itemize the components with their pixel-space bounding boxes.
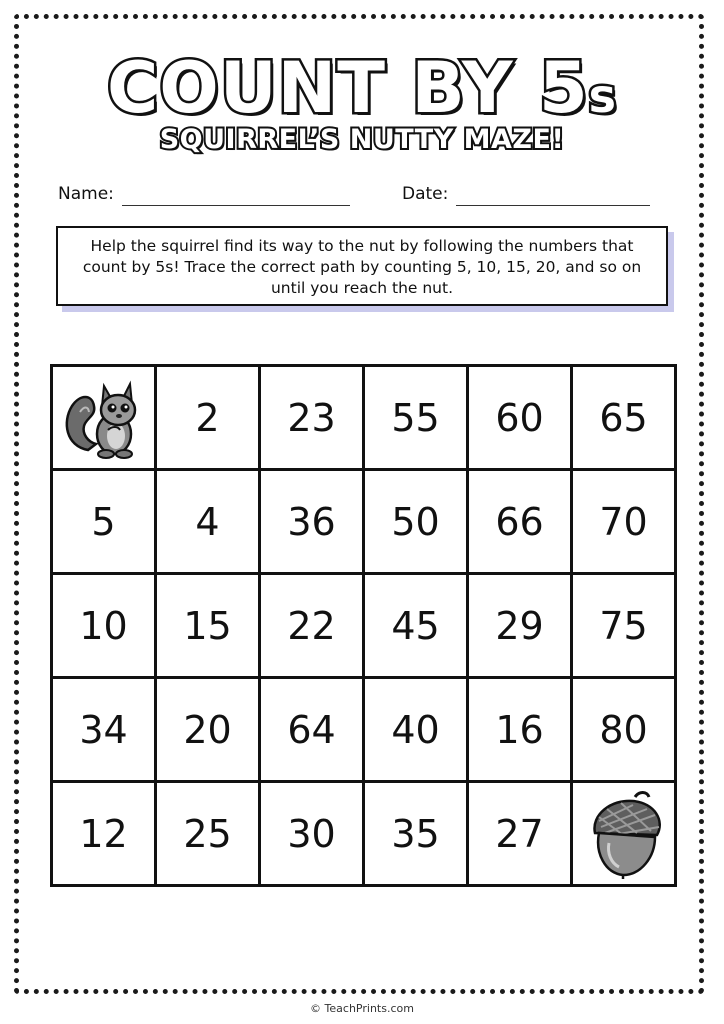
date-write-line[interactable] [456,187,650,206]
maze-cell[interactable]: 30 [260,782,364,886]
maze-cell[interactable]: 12 [52,782,156,886]
maze-cell[interactable]: 55 [364,366,468,470]
maze-cell[interactable]: 45 [364,574,468,678]
maze-cell[interactable]: 20 [156,678,260,782]
maze-cell[interactable]: 2 [156,366,260,470]
maze-row [52,366,676,470]
maze-row [52,782,676,886]
maze-cell[interactable]: 4 [156,470,260,574]
acorn-icon [577,787,671,881]
maze-cell[interactable]: 16 [468,678,572,782]
number-maze-grid [50,364,677,887]
maze-cell[interactable]: 65 [572,366,676,470]
date-label: Date: [402,184,449,204]
maze-cell[interactable]: 27 [468,782,572,886]
maze-cell[interactable]: 5 [52,470,156,574]
maze-cell[interactable]: 66 [468,470,572,574]
maze-cell[interactable]: 10 [52,574,156,678]
instructions-box: Help the squirrel find its way to the nut by following the numbers that count by 5s! Trace the correct path by counting 5, 10, 15, 20, and so on until you reach the nut. [56,226,668,306]
page-title: COUNT BY 5s [106,47,618,129]
date-field [402,182,650,206]
name-label: Name: [58,184,114,204]
maze-cell[interactable]: 23 [260,366,364,470]
squirrel-icon [58,372,150,464]
maze-cell[interactable]: 29 [468,574,572,678]
maze-cell[interactable]: 75 [572,574,676,678]
name-write-line[interactable] [122,187,350,206]
maze-cell[interactable]: 70 [572,470,676,574]
maze-cell[interactable]: 36 [260,470,364,574]
maze-cell[interactable]: 50 [364,470,468,574]
maze-cell[interactable]: 15 [156,574,260,678]
maze-cell[interactable]: 34 [52,678,156,782]
maze-cell-end[interactable] [572,782,676,886]
maze-cell[interactable]: 22 [260,574,364,678]
maze-cell[interactable]: 35 [364,782,468,886]
name-field [58,182,350,206]
copyright-footer: © TeachPrints.com [310,1002,414,1015]
maze-cell[interactable]: 40 [364,678,468,782]
maze-cell-start[interactable] [52,366,156,470]
maze-row [52,678,676,782]
maze-cell[interactable]: 64 [260,678,364,782]
page-subtitle: SQUIRREL’S NUTTY MAZE! [159,124,565,155]
maze-cell[interactable]: 80 [572,678,676,782]
maze-row [52,470,676,574]
maze-cell[interactable]: 60 [468,366,572,470]
maze-cell[interactable]: 25 [156,782,260,886]
maze-row [52,574,676,678]
